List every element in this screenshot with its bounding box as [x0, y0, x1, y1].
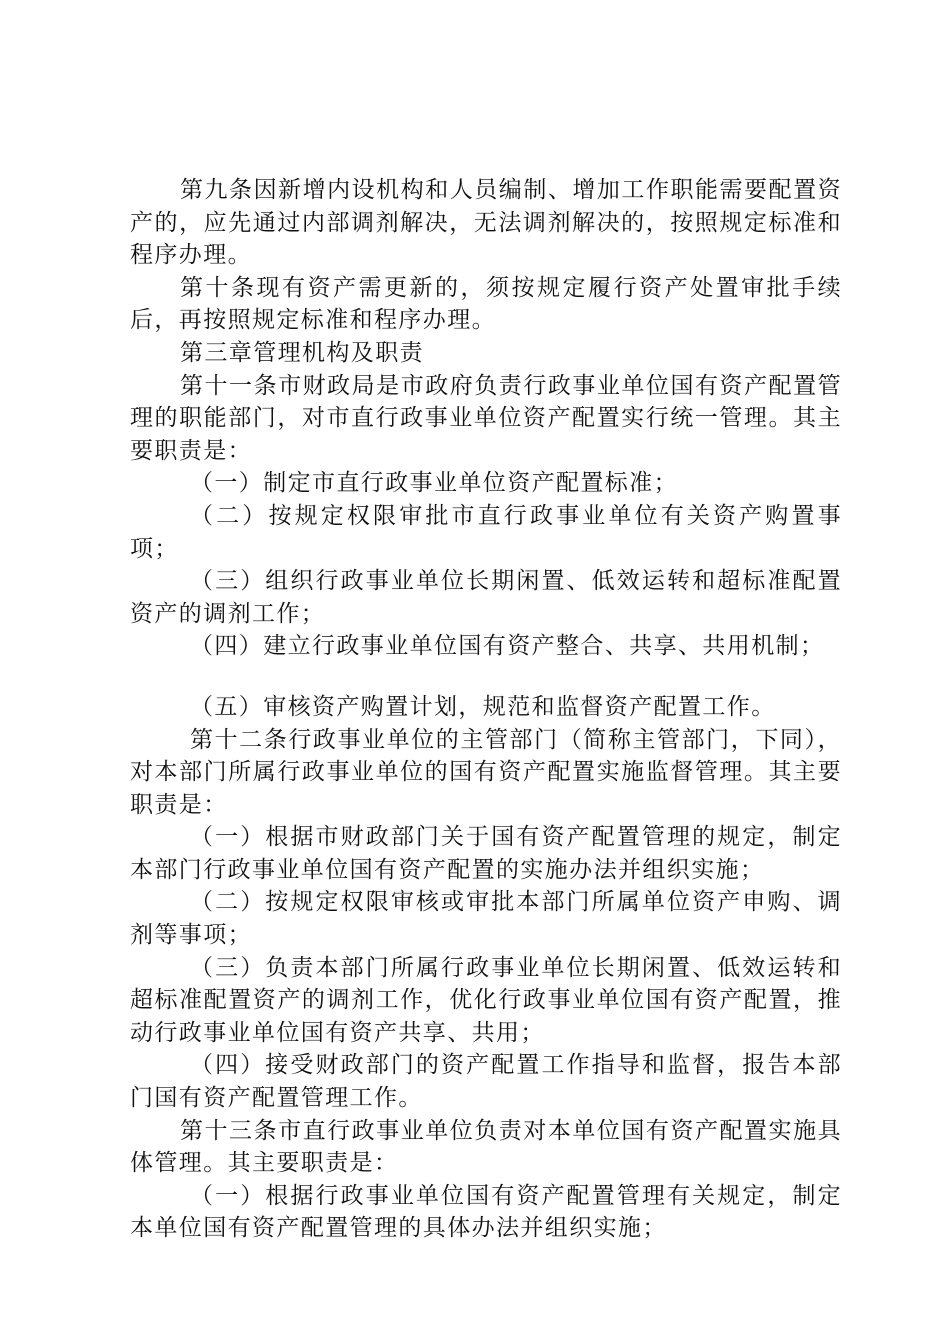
article-11-item-5: （五）审核资产购置计划，规范和监督资产配置工作。	[190, 693, 776, 720]
article-11-item-3: （三）组织行政事业单位长期闲置、低效运转和超标准配置资产的调剂工作；	[130, 568, 842, 627]
article-11-item-1: （一）制定市直行政事业单位资产配置标准；	[190, 470, 678, 497]
article-11-item-2: （二）按规定权限审批市直行政事业单位有关资产购置事项；	[130, 502, 842, 562]
article-9-paragraph: 第九条因新增内设机构和人员编制、增加工作职能需要配置资产的，应先通过内部调剂解决，无法调剂解决的，按照规定标准和程序办理。	[130, 177, 842, 269]
article-11-item-4: （四）建立行政事业单位国有资产整合、共享、共用机制；	[190, 633, 825, 660]
article-12-paragraph: 第十二条行政事业单位的主管部门（简称主管部门，下同），对本部门所属行政事业单位的国有资产配置实施监督管理。其主要职责是：	[130, 726, 842, 818]
article-11-paragraph: 第十一条市财政局是市政府负责行政事业单位国有资产配置管理的职能部门，对市直行政事业单位资产配置实行统一管理。其主要职责是：	[130, 372, 842, 464]
article-12-item-1: （一）根据市财政部门关于国有资产配置管理的规定，制定本部门行政事业单位国有资产配置的实施办法并组织实施；	[130, 824, 842, 883]
article-13-item-1: （一）根据行政事业单位国有资产配置管理有关规定，制定本单位国有资产配置管理的具体办法并组织实施；	[130, 1182, 842, 1242]
article-12-item-4: （四）接受财政部门的资产配置工作指导和监督，报告本部门国有资产配置管理工作。	[130, 1052, 842, 1112]
article-13-paragraph: 第十三条市直行政事业单位负责对本单位国有资产配置实施具体管理。其主要职责是：	[130, 1117, 842, 1177]
document-body	[130, 174, 842, 1245]
article-10-paragraph: 第十条现有资产需更新的，须按规定履行资产处置审批手续后，再按照规定标准和程序办理。	[130, 274, 842, 334]
article-12-item-3: （三）负责本部门所属行政事业单位长期闲置、低效运转和超标准配置资产的调剂工作，优化行政事业单位国有资产配置，推动行政事业单位国有资产共享、共用；	[130, 954, 842, 1046]
article-12-item-2: （二）按规定权限审核或审批本部门所属单位资产申购、调剂等事项；	[130, 889, 842, 949]
chapter-3-heading: 第三章管理机构及职责	[180, 339, 424, 366]
